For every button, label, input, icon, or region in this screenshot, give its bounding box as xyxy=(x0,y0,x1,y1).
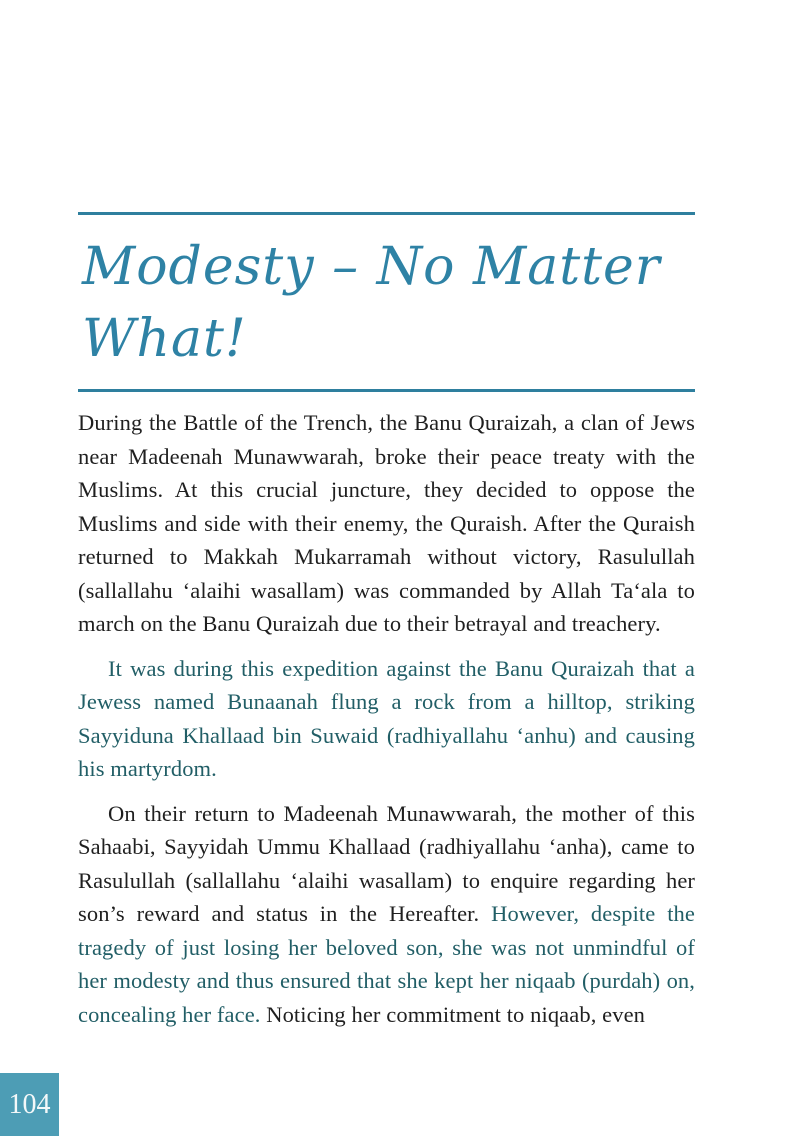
chapter-title xyxy=(82,231,695,375)
paragraph-expedition-teal: It was during this expedition against the Banu Quraizah that a Jewess named Bunaanah flung a rock from a hilltop, striking Sayyiduna Khallaad bin Suwaid (radhiyallahu ‘anhu) and causing his martyrdom. xyxy=(78,655,695,781)
paragraph-3-teal-highlight: However, despite the tragedy of just losing her beloved son, she was not unmindful of her modesty and thus ensured that she kept her niqaab (purdah) on, concealing her face. xyxy=(78,901,695,1027)
chapter-content xyxy=(78,212,695,1031)
title-rule-top xyxy=(78,212,695,215)
paragraph-3-black-start: On their return to Madeenah Munawwarah, the mother of this Sahaabi, Sayyidah Ummu Khallaad (radhiyallahu ‘anha), came to Rasulullah (sallallahu ‘alaihi wasallam) to enquire regarding her son’s reward and status in the Hereafter. xyxy=(78,800,695,926)
page-number: 104 xyxy=(8,1088,51,1120)
paragraph-battle-of-trench: During the Battle of the Trench, the Banu Quraizah, a clan of Jews near Madeenah Munawwarah, broke their peace treaty with the Muslims. At this crucial juncture, they decided to oppose the Muslims and side with their enemy, the Quraish. After the Quraish returned to Makkah Mukarramah without victory, Rasulullah (sallallahu ‘alaihi wasallam) was commanded by Allah Ta‘ala to march on the Banu Quraizah due to their betrayal and treachery. xyxy=(78,410,695,636)
paragraph-3-black-end: Noticing her commitment to niqaab, even xyxy=(266,1001,646,1027)
chapter-title-line-1: Modesty – No Matter xyxy=(82,237,661,297)
chapter-title-line-2: What! xyxy=(82,309,247,369)
paragraph-return-to-madeenah xyxy=(78,797,695,1032)
title-rule-bottom xyxy=(78,389,695,392)
page-number-badge xyxy=(0,1073,59,1136)
